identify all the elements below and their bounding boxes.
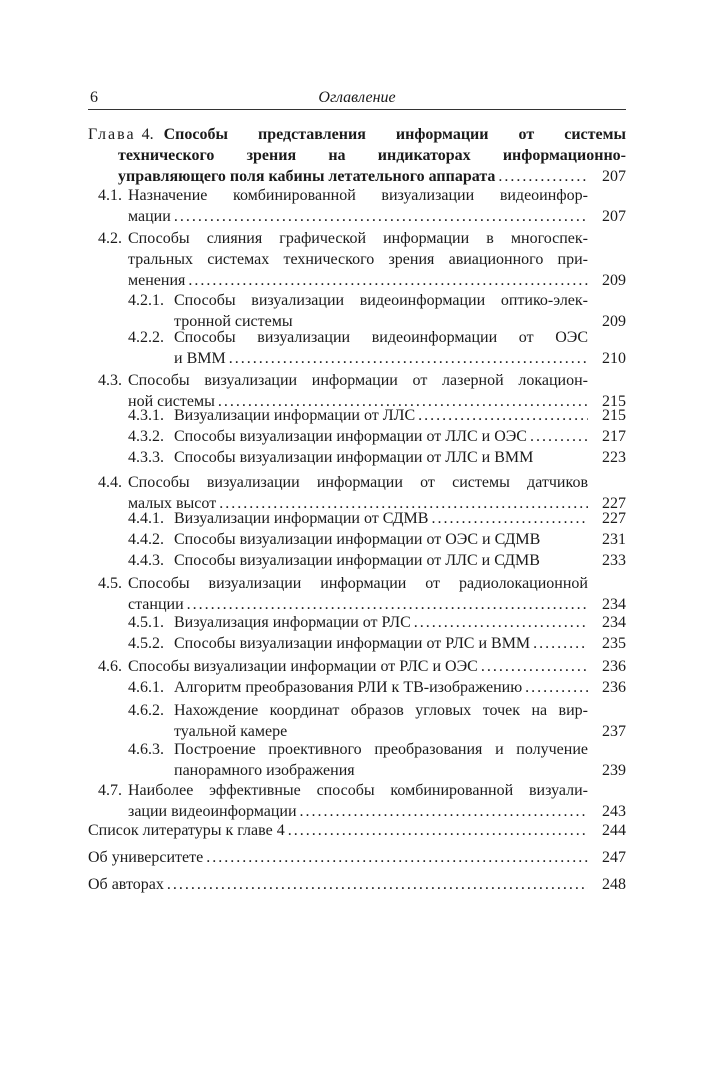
toc-leader-line <box>128 206 626 227</box>
toc-line <box>128 739 626 760</box>
section-title-line: Способы визуализации информации от ЛЛС и СДМВ <box>174 552 540 569</box>
toc-line <box>98 185 626 206</box>
section-number: 4.3. <box>98 372 122 389</box>
page-ref: 234 <box>602 596 626 613</box>
section-title-line: зации видеоинформации <box>128 803 297 820</box>
toc-leader-line <box>98 656 626 677</box>
toc-subsection-4-2-2[interactable] <box>128 327 626 369</box>
toc-subsection-4-2-1[interactable] <box>128 290 626 332</box>
toc-leader-line <box>128 447 626 468</box>
toc-leader-line <box>128 677 626 698</box>
chapter-label: Глава <box>88 126 136 143</box>
page-ref: 231 <box>602 531 626 548</box>
toc-section-4-5[interactable] <box>98 573 626 615</box>
dot-leader <box>530 426 588 447</box>
dot-leader <box>174 206 588 227</box>
section-number: 4.3.2. <box>128 428 164 445</box>
toc-authors-entry[interactable] <box>88 874 626 895</box>
toc-leader-line <box>174 760 626 781</box>
toc-chapter-entry[interactable] <box>88 124 626 187</box>
toc-section-4-6[interactable] <box>98 656 626 677</box>
toc-leader-line <box>88 847 626 868</box>
toc-references-entry[interactable] <box>88 820 626 841</box>
section-title-line: Способы визуализации видеоинформации оптико-элек- <box>174 292 588 309</box>
section-title-line: тронной системы <box>174 313 293 330</box>
section-title-line: Способы визуализации видеоинформации от ОЭС <box>174 329 588 346</box>
section-title-line: Построение проективного преобразования и получение <box>174 741 588 758</box>
back-matter-title: Список литературы к главе 4 <box>88 822 285 839</box>
toc-leader-line <box>88 874 626 895</box>
toc-leader-line <box>128 612 626 633</box>
toc-line <box>98 573 626 594</box>
section-number: 4.4.1. <box>128 510 164 527</box>
toc-line <box>98 780 626 801</box>
section-number: 4.1. <box>98 187 122 204</box>
toc-section-4-7[interactable] <box>98 780 626 822</box>
page-ref: 239 <box>602 762 626 779</box>
section-number: 4.4.2. <box>128 531 164 548</box>
section-number: 4.4. <box>98 474 122 491</box>
back-matter-title: Об авторах <box>88 876 164 893</box>
toc-leader-line <box>118 166 626 187</box>
page-ref: 215 <box>602 393 626 410</box>
section-number: 4.6.3. <box>128 741 164 758</box>
section-title-line: туальной камере <box>174 723 288 740</box>
page-ref: 243 <box>602 803 626 820</box>
page-ref: 236 <box>602 658 626 675</box>
page-ref: 237 <box>602 723 626 740</box>
section-title-line: Способы визуализации информации от радиолокационной <box>128 575 588 592</box>
toc-subsection-4-5-2[interactable] <box>128 633 626 654</box>
section-title-line: Способы слияния графической информации в многоспек- <box>128 230 588 247</box>
toc-subsection-4-6-2[interactable] <box>128 700 626 742</box>
section-number: 4.2.2. <box>128 329 164 346</box>
running-head <box>88 89 626 110</box>
running-head-title: Оглавление <box>318 89 396 106</box>
page-ref: 233 <box>602 552 626 569</box>
section-title-line: и ВММ <box>174 350 226 367</box>
section-title-line: малых высот <box>128 495 217 512</box>
section-title-line: мации <box>128 208 171 225</box>
dot-leader <box>167 874 588 895</box>
toc-leader-line <box>128 633 626 654</box>
toc-leader-line <box>128 550 626 571</box>
dot-leader <box>206 847 588 868</box>
toc-university-entry[interactable] <box>88 847 626 868</box>
section-title-line: Способы визуализации информации от ЛЛС и ВММ <box>174 449 534 466</box>
dot-leader <box>533 633 588 654</box>
toc-subsection-4-4-1[interactable] <box>128 508 626 529</box>
chapter-title-line: Способы представления информации от системы <box>163 126 626 143</box>
page-ref: 235 <box>602 635 626 652</box>
section-title-line: менения <box>128 272 186 289</box>
section-title-line: станции <box>128 596 184 613</box>
toc-leader-line <box>174 348 626 369</box>
page-ref: 244 <box>602 822 626 839</box>
dot-leader <box>431 508 588 529</box>
section-number: 4.6. <box>98 658 122 675</box>
toc-line <box>98 370 626 391</box>
section-number: 4.6.2. <box>128 702 164 719</box>
page-ref: 209 <box>602 313 626 330</box>
toc-leader-line <box>88 820 626 841</box>
dot-leader <box>418 405 588 426</box>
page-number: 6 <box>90 89 98 106</box>
page-ref: 223 <box>602 449 626 466</box>
section-number: 4.3.3. <box>128 449 164 466</box>
toc-line <box>98 228 626 249</box>
page-ref: 248 <box>602 876 626 893</box>
toc-subsection-4-3-3[interactable] <box>128 447 626 468</box>
dot-leader <box>498 166 588 187</box>
toc-section-4-2[interactable] <box>98 228 626 291</box>
section-title-line: Способы визуализации информации от лазерной локацион- <box>128 372 588 389</box>
section-title-line: Способы визуализации информации от системы датчиков <box>128 474 588 491</box>
section-title-line: панорамного изображения <box>174 762 355 779</box>
page-ref: 236 <box>602 679 626 696</box>
section-title-line: Назначение комбинированной визуализации видеоинфор- <box>128 187 588 204</box>
page-ref: 210 <box>602 350 626 367</box>
toc-subsection-4-3-2[interactable] <box>128 426 626 447</box>
toc-line <box>128 290 626 311</box>
section-number: 4.3.1. <box>128 407 164 424</box>
page-ref: 207 <box>602 168 626 185</box>
section-number: 4.5.2. <box>128 635 164 652</box>
section-number: 4.2. <box>98 230 122 247</box>
section-number: 4.5. <box>98 575 122 592</box>
toc-subsection-4-6-3[interactable] <box>128 739 626 781</box>
page-ref: 227 <box>602 510 626 527</box>
page-ref: 247 <box>602 849 626 866</box>
section-title-line: Визуализации информации от ЛЛС <box>174 407 416 424</box>
section-number: 4.5.1. <box>128 614 164 631</box>
section-number: 4.6.1. <box>128 679 164 696</box>
section-title-line: Наиболее эффективные способы комбинированной визуали- <box>128 782 588 799</box>
toc-leader-line <box>128 508 626 529</box>
section-number: 4.4.3. <box>128 552 164 569</box>
dot-leader <box>229 348 588 369</box>
section-title-line: Способы визуализации информации от РЛС и ВММ <box>174 635 531 652</box>
page-ref: 234 <box>602 614 626 631</box>
toc-subsection-4-4-3[interactable] <box>128 550 626 571</box>
toc-subsection-4-3-1[interactable] <box>128 405 626 426</box>
section-title-line: Нахождение координат образов угловых точек на вир- <box>174 702 588 719</box>
toc-chapter-line-1 <box>88 124 626 145</box>
toc-subsection-4-5-1[interactable] <box>128 612 626 633</box>
page-ref: 207 <box>602 208 626 225</box>
toc-line <box>98 472 626 493</box>
toc-line <box>128 327 626 348</box>
dot-leader <box>288 820 588 841</box>
section-title-line: Визуализации информации от СДМВ <box>174 510 429 527</box>
section-title-line: Способы визуализации информации от ОЭС и СДМВ <box>174 531 541 548</box>
toc-subsection-4-6-1[interactable] <box>128 677 626 698</box>
back-matter-title: Об университете <box>88 849 204 866</box>
toc-leader-line <box>128 801 626 822</box>
toc-line <box>128 700 626 721</box>
page-ref: 217 <box>602 428 626 445</box>
dot-leader <box>481 656 588 677</box>
section-number: 4.2.1. <box>128 292 164 309</box>
dot-leader <box>188 270 588 291</box>
section-number: 4.7. <box>98 782 122 799</box>
section-title-line: Способы визуализации информации от ЛЛС и ОЭС <box>174 428 527 445</box>
toc-leader-line <box>128 405 626 426</box>
dot-leader <box>414 612 588 633</box>
chapter-title-line: управляющего поля кабины летательного аппарата <box>118 168 496 185</box>
section-title-line: ной системы <box>128 393 215 410</box>
toc-leader-line <box>128 529 626 550</box>
dot-leader <box>300 801 588 822</box>
toc-section-4-1[interactable] <box>98 185 626 227</box>
dot-leader <box>525 677 588 698</box>
page-ref: 209 <box>602 272 626 289</box>
toc-leader-line <box>128 270 626 291</box>
section-title-line: Визуализация информации от РЛС <box>174 614 411 631</box>
section-title-line: Способы визуализации информации от РЛС и ОЭС <box>128 658 478 675</box>
page-ref: 227 <box>602 495 626 512</box>
chapter-title-line: технического зрения на индикаторах информационно- <box>118 147 626 164</box>
toc-subsection-4-4-2[interactable] <box>128 529 626 550</box>
chapter-number: 4. <box>141 126 154 143</box>
toc-leader-line <box>128 426 626 447</box>
section-title-line: Алгоритм преобразования РЛИ к ТВ-изображению <box>174 679 523 696</box>
section-title-line: тральных системах технического зрения авиационного при- <box>128 251 588 268</box>
page-ref: 215 <box>602 407 626 424</box>
